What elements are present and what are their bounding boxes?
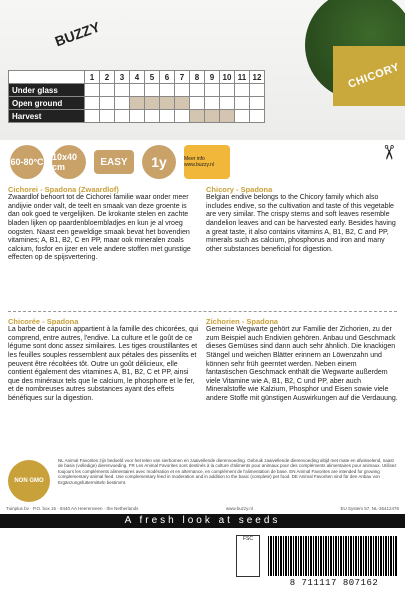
calendar-cell [130,84,145,97]
calendar-row-label: Harvest [9,110,85,123]
calendar-cell [220,84,235,97]
legal-text: NL Animal Favorites zijn bedoeld voor het telen van sierbomen en zaaivellende dierenvoeding. Gebruik zaaivellende dierenvoeding altijd met mate en afwisselend, naast de basis (volledige) dierenvoeding. FR Les Animal Favorites sont destinés à la culture d'aliments pour animaux pour des compléments alimentaires pour animaux. Utilisez toujours les compléments alimentaires avec modération et en alternance, en complément de l'alimentation de base. EN Animal Favorites are intended for growing complementary animal feed. Use complementary feed in moderation and in addition to the basic (complete) pet food. DE Animal Favoriten sind für den Anbau von Ergänzungsfuttermitteln bestimmt. [58,458,397,485]
calendar-cell [100,84,115,97]
non-gmo-badge [8,460,50,502]
calendar-cell [100,97,115,110]
brand-text: BUZZY [52,18,103,50]
section-de [206,317,398,404]
calendar-cell [190,110,205,123]
calendar-corner [9,71,85,84]
calendar-row [9,97,265,110]
section-de-title: Zichorien - Spadona [206,317,279,326]
calendar-cell [160,84,175,97]
month-9: 9 [205,71,220,84]
calendar-cell [115,97,130,110]
calendar-row-label: Open ground [9,97,85,110]
calendar-cell [235,110,250,123]
section-nl-title: Cichorei - Spadona (Zwaardlof) [8,185,119,194]
month-8: 8 [190,71,205,84]
annual-icon: 1y [142,145,176,179]
calendar-cell [220,110,235,123]
calendar-cell [115,110,130,123]
calendar-cell [205,97,220,110]
calendar-cell [85,110,100,123]
calendar-cell [220,97,235,110]
month-1: 1 [85,71,100,84]
feature-icons [10,143,230,181]
calendar-row-label: Under glass [9,84,85,97]
easy-icon: EASY [94,150,134,174]
spacing-icon: 10x40 cm [52,145,86,179]
brand-logo [18,6,103,56]
calendar-cell [235,84,250,97]
calendar-cell [175,84,190,97]
month-5: 5 [145,71,160,84]
temperature-icon: 60-80°C [10,145,44,179]
calendar-row [9,84,265,97]
calendar-cell [85,84,100,97]
calendar-cell [175,110,190,123]
barcode-number: 8 711117 807162 [289,578,379,588]
month-2: 2 [100,71,115,84]
month-7: 7 [175,71,190,84]
calendar-cell [205,84,220,97]
calendar-cell [160,97,175,110]
sowing-calendar [8,70,265,123]
calendar-cell [190,97,205,110]
section-fr [8,317,200,404]
footer-website[interactable]: www.buzzy.nl [225,506,253,511]
calendar-cell [130,110,145,123]
section-fr-title: Chicorée - Spadona [8,317,79,326]
month-12: 12 [250,71,265,84]
slogan-bar: A fresh look at seeds [0,514,405,528]
calendar-cell [115,84,130,97]
calendar-cell [205,110,220,123]
description-grid [0,185,405,455]
fsc-text: FSC [243,536,253,542]
section-en-body: Belgian endive belongs to the Chicory family which also includes endive, so the cultivation and taste of this vegetable are very similar. The crispy stems and soft leaves resemble dandelion leaves and can be harvested early. Besides having a great taste, it also contains vitamins A, B1, B2, C and PP, minerals such as calcium, phosphorus and iron and many other substances beneficial for digestion. [206,194,396,253]
calendar-cell [190,84,205,97]
footer-line [6,506,399,511]
month-4: 4 [130,71,145,84]
month-6: 6 [160,71,175,84]
scissors-icon: ✂ [377,144,400,161]
calendar-cell [145,97,160,110]
footer-registration: EU System 57, NL-36412476 [340,506,399,511]
section-en [206,185,398,254]
barcode [268,536,398,576]
section-en-title: Chicory - Spadona [206,185,273,194]
calendar-cell [160,110,175,123]
info-badge-text: Meer info www.buzzy.nl [184,156,214,168]
calendar-cell [250,97,265,110]
calendar-cell [145,110,160,123]
section-fr-body: La barbe de capucin appartient à la famille des chicorées, qui comprend, entre autres, l'endive. La culture et le goût de ce légume sont donc assez similaires. Les tiges croustillantes et les feuilles souples ressemblent aux pétales des pissenlits et peuvent être récoltées tôt. Outre un goût délicieux, elle contient également des vitamines A, B1, B2, C et PP, ainsi que des minéraux tels que le calcium, le phosphore et le fer, et de nombreuses autres substances ayant des effets bénéfiques sur la digestion. [8,326,199,403]
month-3: 3 [115,71,130,84]
info-badge [184,145,230,179]
non-gmo-text: NON GMO [14,478,44,484]
calendar-cell [100,110,115,123]
calendar-cell [130,97,145,110]
calendar-cell [145,84,160,97]
section-nl [8,185,200,263]
section-nl-body: Zwaardlof behoort tot de Cichorei familie waar onder meer andijvie onder valt, de teelt en smaak van deze groente is dan ook goed te vergelijken. De krokante stelen en zachte bladen lijken op paardenbloembladjes en kun je al vroeg oogsten. Naast een geweldige smaak bevat het bovendien vitamines; A, B1, B2, C en PP, maar ook mineralen zoals calcium, fosfor en ijzer en vele andere stoffen met gunstige effecten op de spijsvertering. [8,194,191,262]
calendar-cell [235,97,250,110]
fsc-logo [236,535,260,577]
month-11: 11 [235,71,250,84]
category-label: CHICORY [346,61,402,91]
calendar-cell [250,84,265,97]
calendar-cell [85,97,100,110]
calendar-cell [175,97,190,110]
section-de-body: Gemeine Wegwarte gehört zur Familie der Zichorien, zu der zum Beispiel auch Endivien gehören. Anbau und Geschmack dieses Gemüses sind dann auch sehr ähnlich. Die knackigen Stängel und weichen Blätter erinnern an Löwenzahn und können sehr früh geerntet werden. Neben einem fantastischen Geschmack enthält die Wegwarte außerdem viele Vitamine wie A, B1, B2, C und PP, aber auch Mineralstoffe wie Kalzium, Phosphor und Eisen sowie viele andere Stoffe mit günstigen Auswirkungen auf die Verdauung. [206,326,398,403]
calendar-cell [250,110,265,123]
section-divider [8,311,397,312]
month-10: 10 [220,71,235,84]
calendar-row [9,110,265,123]
footer-address: Tuinplus bv · P.O. box 15 · 8440 AA Heerenveen · the Netherlands [6,506,139,511]
